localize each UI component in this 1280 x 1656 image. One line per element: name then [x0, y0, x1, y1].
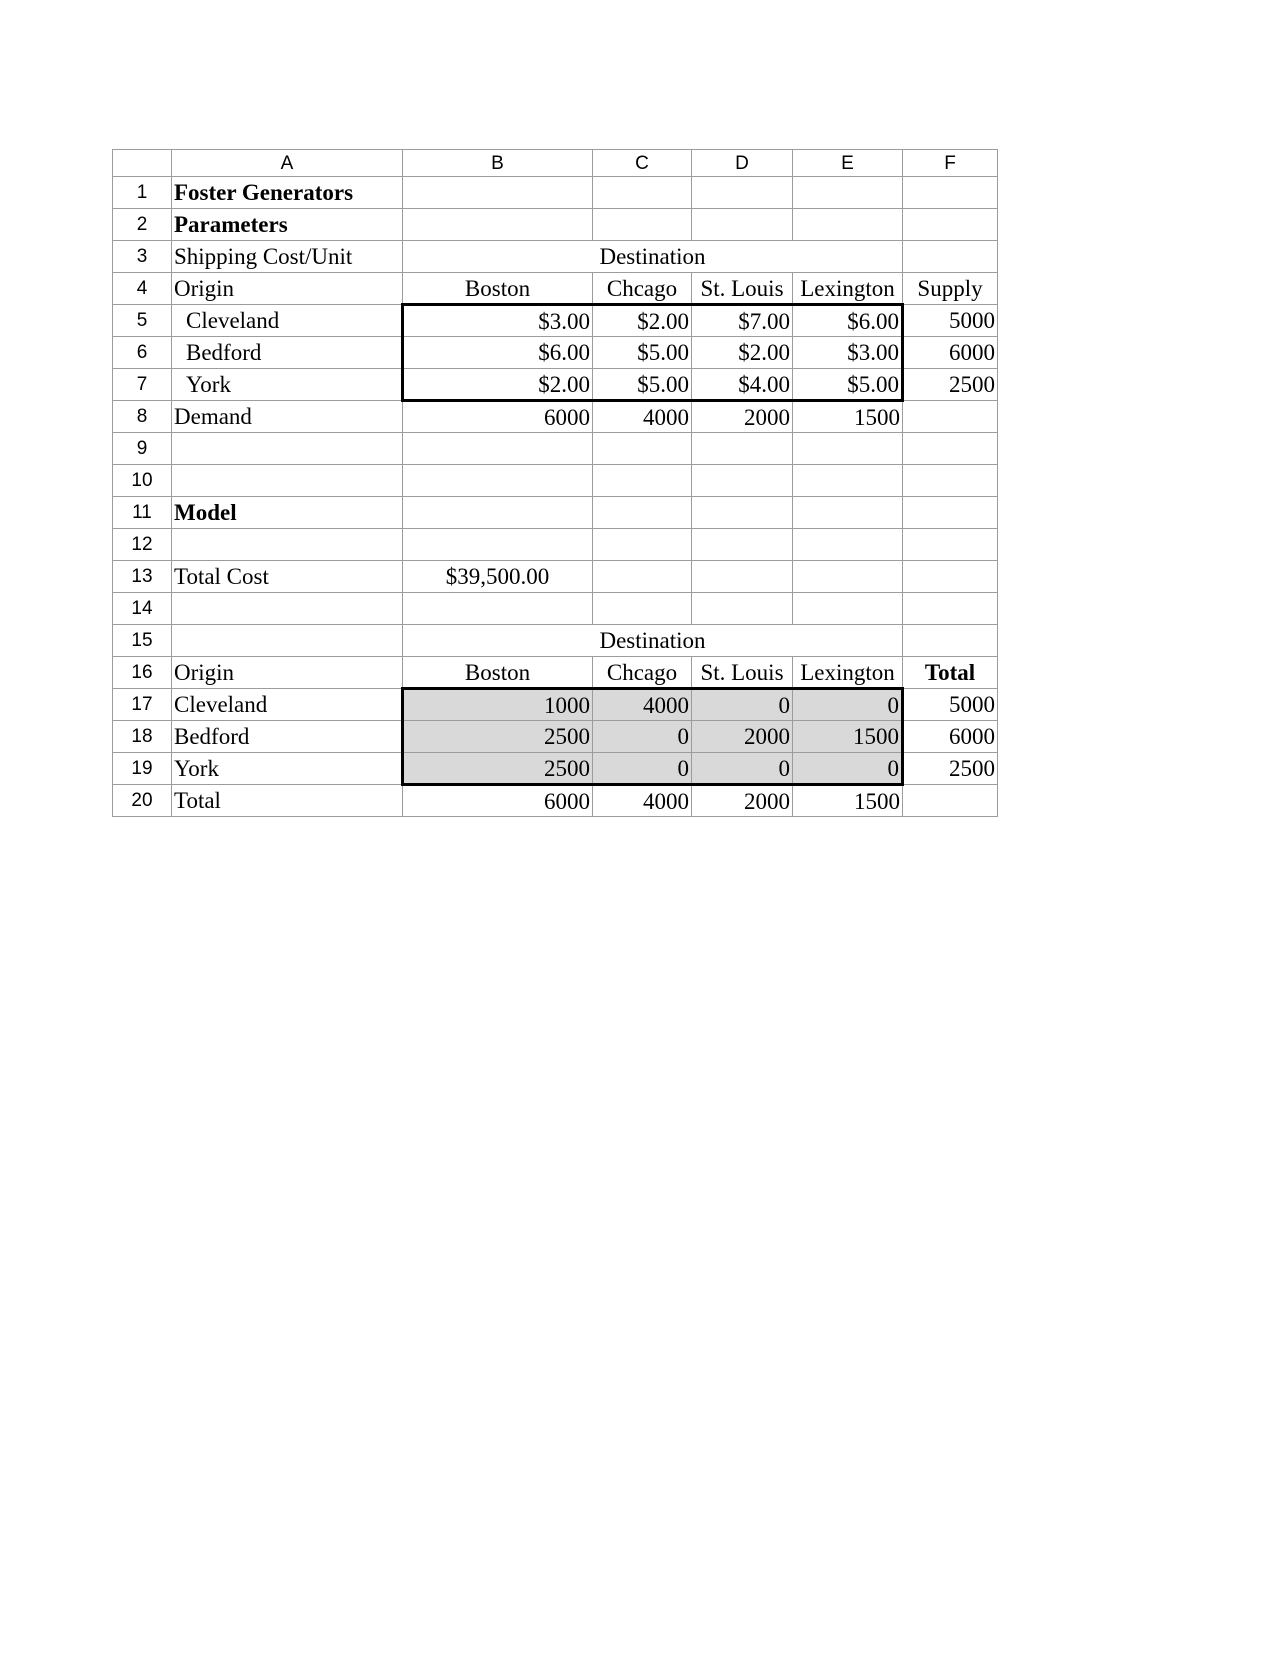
cell-b8[interactable]: 6000	[403, 401, 593, 433]
cell-f4[interactable]: Supply	[903, 273, 998, 305]
cell-c13[interactable]	[593, 561, 692, 593]
cell-d7[interactable]: $4.00	[692, 369, 793, 401]
sheet-row-4	[113, 273, 998, 305]
cell-b19[interactable]: 2500	[403, 753, 593, 785]
cell-a3[interactable]: Shipping Cost/Unit	[172, 241, 403, 273]
row-header-4[interactable]: 4	[113, 273, 172, 305]
cell-e20[interactable]: 1500	[793, 785, 903, 817]
cell-e5[interactable]: $6.00	[793, 305, 903, 337]
row-header-7[interactable]: 7	[113, 369, 172, 401]
row-header-18[interactable]: 18	[113, 721, 172, 753]
row-header-14[interactable]: 14	[113, 593, 172, 625]
sheet-row-11	[113, 497, 998, 529]
cell-c16[interactable]: Chcago	[593, 657, 692, 689]
cell-c6[interactable]: $5.00	[593, 337, 692, 369]
sheet-row-6	[113, 337, 998, 369]
row-header-1[interactable]: 1	[113, 177, 172, 209]
cell-f10[interactable]	[903, 465, 998, 497]
cell-c4[interactable]: Chcago	[593, 273, 692, 305]
sheet-row-7	[113, 369, 998, 401]
cell-a12[interactable]	[172, 529, 403, 561]
cell-e17[interactable]: 0	[793, 689, 903, 721]
row-header-19[interactable]: 19	[113, 753, 172, 785]
cell-a10[interactable]	[172, 465, 403, 497]
sheet-row-3	[113, 241, 998, 273]
sheet-row-16	[113, 657, 998, 689]
cell-b3-destination-merged[interactable]: Destination	[403, 241, 903, 273]
cell-f9[interactable]	[903, 433, 998, 465]
cell-b17[interactable]: 1000	[403, 689, 593, 721]
sheet-row-17	[113, 689, 998, 721]
cell-f5[interactable]: 5000	[903, 305, 998, 337]
cell-b2[interactable]	[403, 209, 593, 241]
cell-a2[interactable]: Parameters	[172, 209, 403, 241]
cell-b6[interactable]: $6.00	[403, 337, 593, 369]
cell-f12[interactable]	[903, 529, 998, 561]
cell-b16[interactable]: Boston	[403, 657, 593, 689]
cell-c9[interactable]	[593, 433, 692, 465]
cell-c20[interactable]: 4000	[593, 785, 692, 817]
cell-a15[interactable]	[172, 625, 403, 657]
cell-a11[interactable]: Model	[172, 497, 403, 529]
cell-f2[interactable]	[903, 209, 998, 241]
cell-d2[interactable]	[692, 209, 793, 241]
cell-d4[interactable]: St. Louis	[692, 273, 793, 305]
column-header-a[interactable]: A	[172, 150, 403, 177]
cell-d5[interactable]: $7.00	[692, 305, 793, 337]
cell-b11[interactable]	[403, 497, 593, 529]
row-header-9[interactable]: 9	[113, 433, 172, 465]
cell-c11[interactable]	[593, 497, 692, 529]
row-header-3[interactable]: 3	[113, 241, 172, 273]
cell-e8[interactable]: 1500	[793, 401, 903, 433]
row-header-2[interactable]: 2	[113, 209, 172, 241]
column-header-e[interactable]: E	[793, 150, 903, 177]
cell-a19[interactable]: York	[172, 753, 403, 785]
cell-d10[interactable]	[692, 465, 793, 497]
cell-d8[interactable]: 2000	[692, 401, 793, 433]
sheet-row-13	[113, 561, 998, 593]
row-header-6[interactable]: 6	[113, 337, 172, 369]
cell-a1[interactable]: Foster Generators	[172, 177, 403, 209]
column-header-c[interactable]: C	[593, 150, 692, 177]
cell-a9[interactable]	[172, 433, 403, 465]
cell-c19[interactable]: 0	[593, 753, 692, 785]
row-header-5[interactable]: 5	[113, 305, 172, 337]
row-header-20[interactable]: 20	[113, 785, 172, 817]
sheet-row-19	[113, 753, 998, 785]
cell-f13[interactable]	[903, 561, 998, 593]
cell-c10[interactable]	[593, 465, 692, 497]
sheet-row-8	[113, 401, 998, 433]
column-header-row	[113, 150, 998, 177]
sheet-row-2	[113, 209, 998, 241]
cell-a13[interactable]: Total Cost	[172, 561, 403, 593]
sheet-row-12	[113, 529, 998, 561]
cell-d20[interactable]: 2000	[692, 785, 793, 817]
cell-b15-destination-merged[interactable]: Destination	[403, 625, 903, 657]
cell-d12[interactable]	[692, 529, 793, 561]
cell-e19[interactable]: 0	[793, 753, 903, 785]
sheet-row-1	[113, 177, 998, 209]
cell-b14[interactable]	[403, 593, 593, 625]
cell-c12[interactable]	[593, 529, 692, 561]
cell-e7[interactable]: $5.00	[793, 369, 903, 401]
cell-b9[interactable]	[403, 433, 593, 465]
row-header-15[interactable]: 15	[113, 625, 172, 657]
cell-a5[interactable]: Cleveland	[172, 305, 403, 337]
column-header-f[interactable]: F	[903, 150, 998, 177]
cell-d17[interactable]: 0	[692, 689, 793, 721]
cell-f6[interactable]: 6000	[903, 337, 998, 369]
cell-e13[interactable]	[793, 561, 903, 593]
cell-f7[interactable]: 2500	[903, 369, 998, 401]
row-header-13[interactable]: 13	[113, 561, 172, 593]
cell-d13[interactable]	[692, 561, 793, 593]
cell-f20[interactable]	[903, 785, 998, 817]
cell-b7[interactable]: $2.00	[403, 369, 593, 401]
cell-b5[interactable]: $3.00	[403, 305, 593, 337]
cell-e11[interactable]	[793, 497, 903, 529]
column-header-d[interactable]: D	[692, 150, 793, 177]
cell-a7[interactable]: York	[172, 369, 403, 401]
cell-d1[interactable]	[692, 177, 793, 209]
cell-c8[interactable]: 4000	[593, 401, 692, 433]
cell-e18[interactable]: 1500	[793, 721, 903, 753]
cell-a4[interactable]: Origin	[172, 273, 403, 305]
cell-d18[interactable]: 2000	[692, 721, 793, 753]
cell-e2[interactable]	[793, 209, 903, 241]
cell-d9[interactable]	[692, 433, 793, 465]
cell-c18[interactable]: 0	[593, 721, 692, 753]
cell-a6[interactable]: Bedford	[172, 337, 403, 369]
cell-f3[interactable]	[903, 241, 998, 273]
cell-d6[interactable]: $2.00	[692, 337, 793, 369]
sheet-row-9	[113, 433, 998, 465]
cell-c1[interactable]	[593, 177, 692, 209]
row-header-16[interactable]: 16	[113, 657, 172, 689]
cell-e4[interactable]: Lexington	[793, 273, 903, 305]
cell-f17[interactable]: 5000	[903, 689, 998, 721]
cell-d14[interactable]	[692, 593, 793, 625]
cell-c17[interactable]: 4000	[593, 689, 692, 721]
cell-f14[interactable]	[903, 593, 998, 625]
cell-f19[interactable]: 2500	[903, 753, 998, 785]
cell-a20[interactable]: Total	[172, 785, 403, 817]
cell-b12[interactable]	[403, 529, 593, 561]
cell-a8[interactable]: Demand	[172, 401, 403, 433]
cell-f15[interactable]	[903, 625, 998, 657]
cell-a17[interactable]: Cleveland	[172, 689, 403, 721]
cell-f1[interactable]	[903, 177, 998, 209]
column-header-b[interactable]: B	[403, 150, 593, 177]
sheet-row-15	[113, 625, 998, 657]
cell-e12[interactable]	[793, 529, 903, 561]
cell-a16[interactable]: Origin	[172, 657, 403, 689]
cell-e14[interactable]	[793, 593, 903, 625]
cell-b10[interactable]	[403, 465, 593, 497]
cell-b13-total-cost[interactable]: $39,500.00	[403, 561, 593, 593]
cell-d19[interactable]: 0	[692, 753, 793, 785]
corner-cell[interactable]	[113, 150, 172, 177]
cell-f16[interactable]: Total	[903, 657, 998, 689]
cell-b1[interactable]	[403, 177, 593, 209]
cell-c2[interactable]	[593, 209, 692, 241]
cell-d11[interactable]	[692, 497, 793, 529]
sheet-row-20	[113, 785, 998, 817]
spreadsheet-grid	[112, 149, 998, 817]
row-header-10[interactable]: 10	[113, 465, 172, 497]
cell-c14[interactable]	[593, 593, 692, 625]
cell-e1[interactable]	[793, 177, 903, 209]
cell-c5[interactable]: $2.00	[593, 305, 692, 337]
row-header-11[interactable]: 11	[113, 497, 172, 529]
cell-b4[interactable]: Boston	[403, 273, 593, 305]
sheet-row-14	[113, 593, 998, 625]
cell-f18[interactable]: 6000	[903, 721, 998, 753]
sheet-row-10	[113, 465, 998, 497]
cell-b20[interactable]: 6000	[403, 785, 593, 817]
cell-e6[interactable]: $3.00	[793, 337, 903, 369]
cell-f11[interactable]	[903, 497, 998, 529]
cell-a14[interactable]	[172, 593, 403, 625]
cell-e9[interactable]	[793, 433, 903, 465]
row-header-8[interactable]: 8	[113, 401, 172, 433]
sheet-row-18	[113, 721, 998, 753]
cell-b18[interactable]: 2500	[403, 721, 593, 753]
cell-e16[interactable]: Lexington	[793, 657, 903, 689]
cell-c7[interactable]: $5.00	[593, 369, 692, 401]
row-header-17[interactable]: 17	[113, 689, 172, 721]
cell-f8[interactable]	[903, 401, 998, 433]
sheet-row-5	[113, 305, 998, 337]
row-header-12[interactable]: 12	[113, 529, 172, 561]
cell-e10[interactable]	[793, 465, 903, 497]
cell-a18[interactable]: Bedford	[172, 721, 403, 753]
cell-d16[interactable]: St. Louis	[692, 657, 793, 689]
